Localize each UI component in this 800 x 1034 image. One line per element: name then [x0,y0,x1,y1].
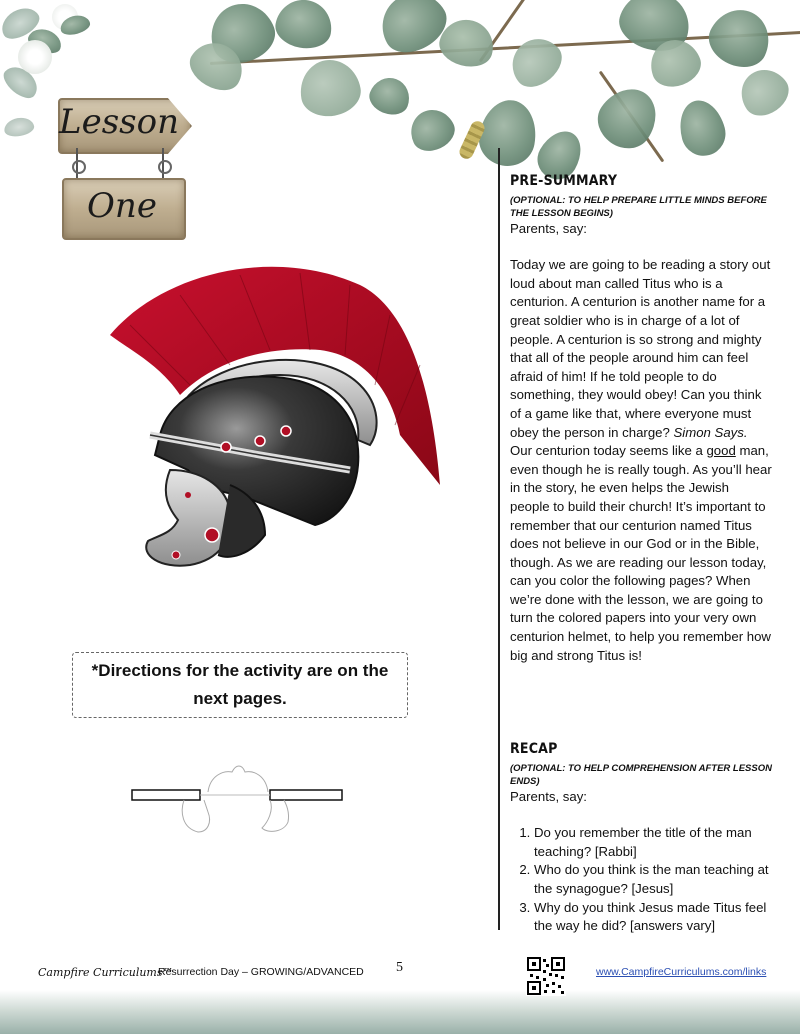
watercolor-footer-wash [0,990,800,1034]
pre-summary-heading: PRE-SUMMARY [510,173,618,189]
lesson-sign [50,90,220,240]
recap-question: 1. Do you remember the title of the man teaching? [Rabbi] [534,824,772,861]
helmet-pattern-thumbnail [128,762,348,838]
qr-code-icon[interactable] [526,956,566,996]
sign-line-2: One [87,186,157,226]
recap-note: (OPTIONAL: TO HELP COMPREHENSION AFTER LESSON ENDS) [510,762,772,787]
pre-summary-paragraph-1: Today we are going to be reading a story out loud about man called Titus who is a centurion. A centurion is another name for a great soldier who is in charge of a lot of people. A centurion is so strong and mighty that all of the people around him can feel afraid of him! If he told people to do something, they would obey! Can you think of a game like that, where everyone must obey the person in charge? Simon Says. [510,257,771,440]
recap-question: 3. Why do you think Jesus made Titus feel the way he did? [answers vary] [534,899,772,936]
footer-brand: Campfire Curriculums™ [38,966,174,979]
footer-link[interactable]: www.CampfireCurriculums.com/links [596,966,767,978]
recap-questions [510,824,772,936]
pre-summary-section [510,172,772,665]
recap-lead: Parents, say: [510,788,587,804]
directions-note [72,652,408,718]
page-number: 5 [396,960,403,975]
good-underlined: good [706,443,736,459]
pre-summary-note: (OPTIONAL: TO HELP PREPARE LITTLE MINDS BEFORE THE LESSON BEGINS) [510,194,767,219]
column-divider [498,148,500,930]
pre-summary-paragraph-2: Our centurion today seems like a good man, even though he is really tough. As you’ll hear in the story, he even helps the Jewish people to build their church! It’s important to remember that our centurion named Titus does not believe in our God or in the Bible, though. As we are reading our lesson today, can you color the following pages? When we’re done with the lesson, we are going to turn the colored papers into your very own centurion helmet, to help you remember how big and strong Titus is! [510,443,772,663]
recap-heading: RECAP [510,741,558,757]
recap-question: 2. Who do you think is the man teaching at the synagogue? [Jesus] [534,861,772,898]
recap-section [510,740,772,936]
sign-line-1: Lesson [59,102,179,142]
simon-says-text: Simon Says. [673,424,748,440]
eucalyptus-branch [180,0,800,200]
directions-text: *Directions for the activity are on the next pages. [91,661,389,708]
footer-course: Resurrection Day – GROWING/ADVANCED [158,966,364,978]
pre-summary-lead: Parents, say: [510,220,587,236]
centurion-helmet-illustration [100,255,450,585]
